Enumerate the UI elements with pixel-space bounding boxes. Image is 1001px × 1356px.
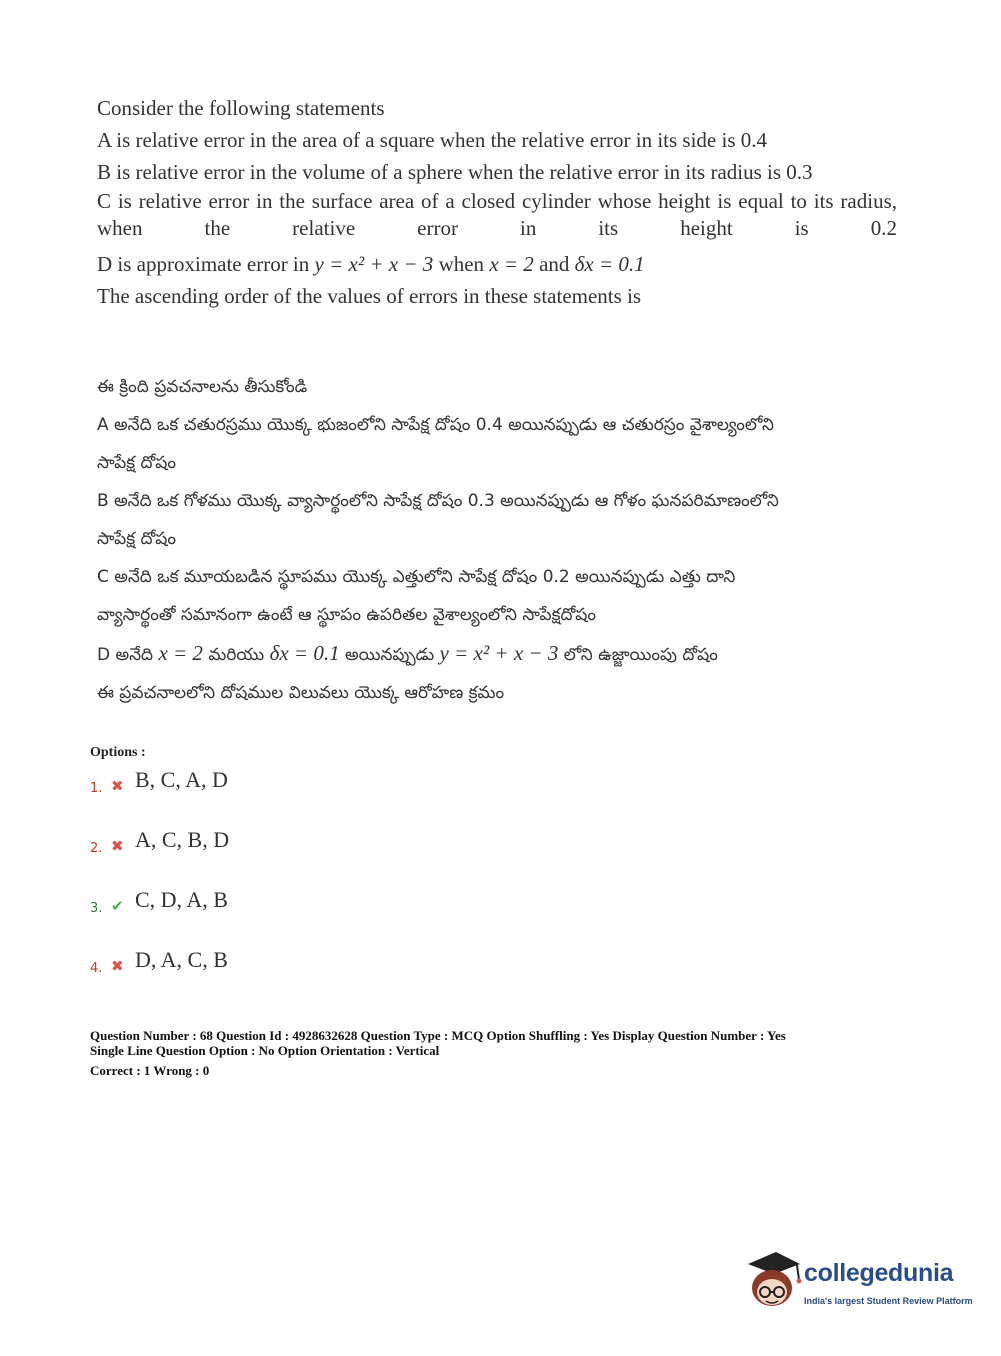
question-ask-te: ఈ ప్రవచనాలలోని దోషముల విలువలు యొక్క ఆరోహణ క్రమం	[97, 683, 505, 703]
option-number: 3.	[90, 901, 103, 916]
mascot-icon	[742, 1250, 804, 1312]
question-english	[97, 92, 897, 312]
option-number: 2.	[90, 841, 103, 856]
option-number: 4.	[90, 961, 103, 976]
wrong-cross-icon: ✖	[111, 837, 124, 855]
statement-d-prefix: D is approximate error in	[97, 252, 310, 276]
statement-d-te-tail: లోని ఉజ్జాయింపు దోషం	[563, 645, 718, 665]
statement-c: C is relative error in the surface area of a closed cylinder whose height is equal to its radius, when the relative error in its height is 0.2	[97, 189, 897, 240]
statement-d-condition-x: x = 2	[489, 252, 534, 276]
correct-check-icon: ✔	[111, 897, 124, 915]
statement-d-when: when	[438, 252, 485, 276]
statement-d-te-and: మరియు	[208, 645, 265, 665]
statement-a-te-line2: సాపేక్ష దోషం	[97, 453, 177, 473]
statement-a: A is relative error in the area of a square when the relative error in its side is 0.4	[97, 128, 768, 152]
question-intro: Consider the following statements	[97, 96, 385, 120]
wrong-cross-icon: ✖	[111, 957, 124, 975]
option-text: C, D, A, B	[135, 887, 228, 912]
meta-line-2: Single Line Question Option : No Option Orientation : Vertical	[90, 1043, 440, 1058]
question-telugu	[97, 368, 897, 712]
statement-d-te-lead: D అనేది	[97, 645, 154, 665]
statement-b: B is relative error in the volume of a sphere when the relative error in its radius is 0.3	[97, 160, 813, 184]
statement-d-equation: y = x² + x − 3	[314, 252, 434, 276]
statement-d-te	[97, 634, 897, 674]
option-number: 1.	[90, 781, 103, 796]
options-label: Options :	[90, 745, 146, 760]
collegedunia-logo	[742, 1250, 972, 1312]
statement-d-te-condition-dx: δx = 0.1	[269, 641, 340, 665]
statement-a-te-line1: A అనేది ఒక చతురస్రము యొక్క భుజంలోని సాపేక్ష దోషం 0.4 అయినప్పుడు ఆ చతురస్రం వైశాల్యంలోని	[97, 415, 774, 435]
statement-d-te-equation: y = x² + x − 3	[439, 641, 559, 665]
statement-b-te-line1: B అనేది ఒక గోళము యొక్క వ్యాసార్థంలోని సాపేక్ష దోషం 0.3 అయినప్పుడు ఆ గోళం ఘనపరిమాణంలోని	[97, 491, 779, 511]
question-intro-te: ఈ క్రింది ప్రవచనాలను తీసుకోండి	[97, 377, 308, 397]
brand-tagline: India's largest Student Review Platform	[804, 1296, 973, 1306]
statement-b-te-line2: సాపేక్ష దోషం	[97, 529, 177, 549]
meta-score: Correct : 1 Wrong : 0	[90, 1063, 210, 1078]
meta-line-1: Question Number : 68 Question Id : 4928632628 Question Type : MCQ Option Shuffling : Yes Display Question Number : Yes	[90, 1028, 786, 1043]
statement-c-te-line2: వ్యాసార్థంతో సమానంగా ఉంటే ఆ స్థూపం ఉపరితల వైశాల్యంలోని సాపేక్షదోషం	[97, 605, 596, 625]
question-meta	[90, 1028, 786, 1078]
option-text: A, C, B, D	[135, 827, 230, 852]
statement-d-condition-dx: δx = 0.1	[574, 252, 645, 276]
statement-c-te-line1: C అనేది ఒక మూయబడిన స్థూపము యొక్క ఎత్తులోని సాపేక్ష దోషం 0.2 అయినప్పుడు ఎత్తు దాని	[97, 567, 736, 587]
option-text: B, C, A, D	[135, 767, 228, 792]
statement-d-te-when: అయినప్పుడు	[344, 645, 435, 665]
wrong-cross-icon: ✖	[111, 777, 124, 795]
statement-d-and: and	[539, 252, 570, 276]
statement-d-te-condition-x: x = 2	[158, 641, 203, 665]
question-ask: The ascending order of the values of errors in these statements is	[97, 284, 642, 308]
brand-name: collegedunia	[804, 1259, 954, 1287]
option-text: D, A, C, B	[135, 947, 228, 972]
statement-d	[97, 248, 897, 280]
